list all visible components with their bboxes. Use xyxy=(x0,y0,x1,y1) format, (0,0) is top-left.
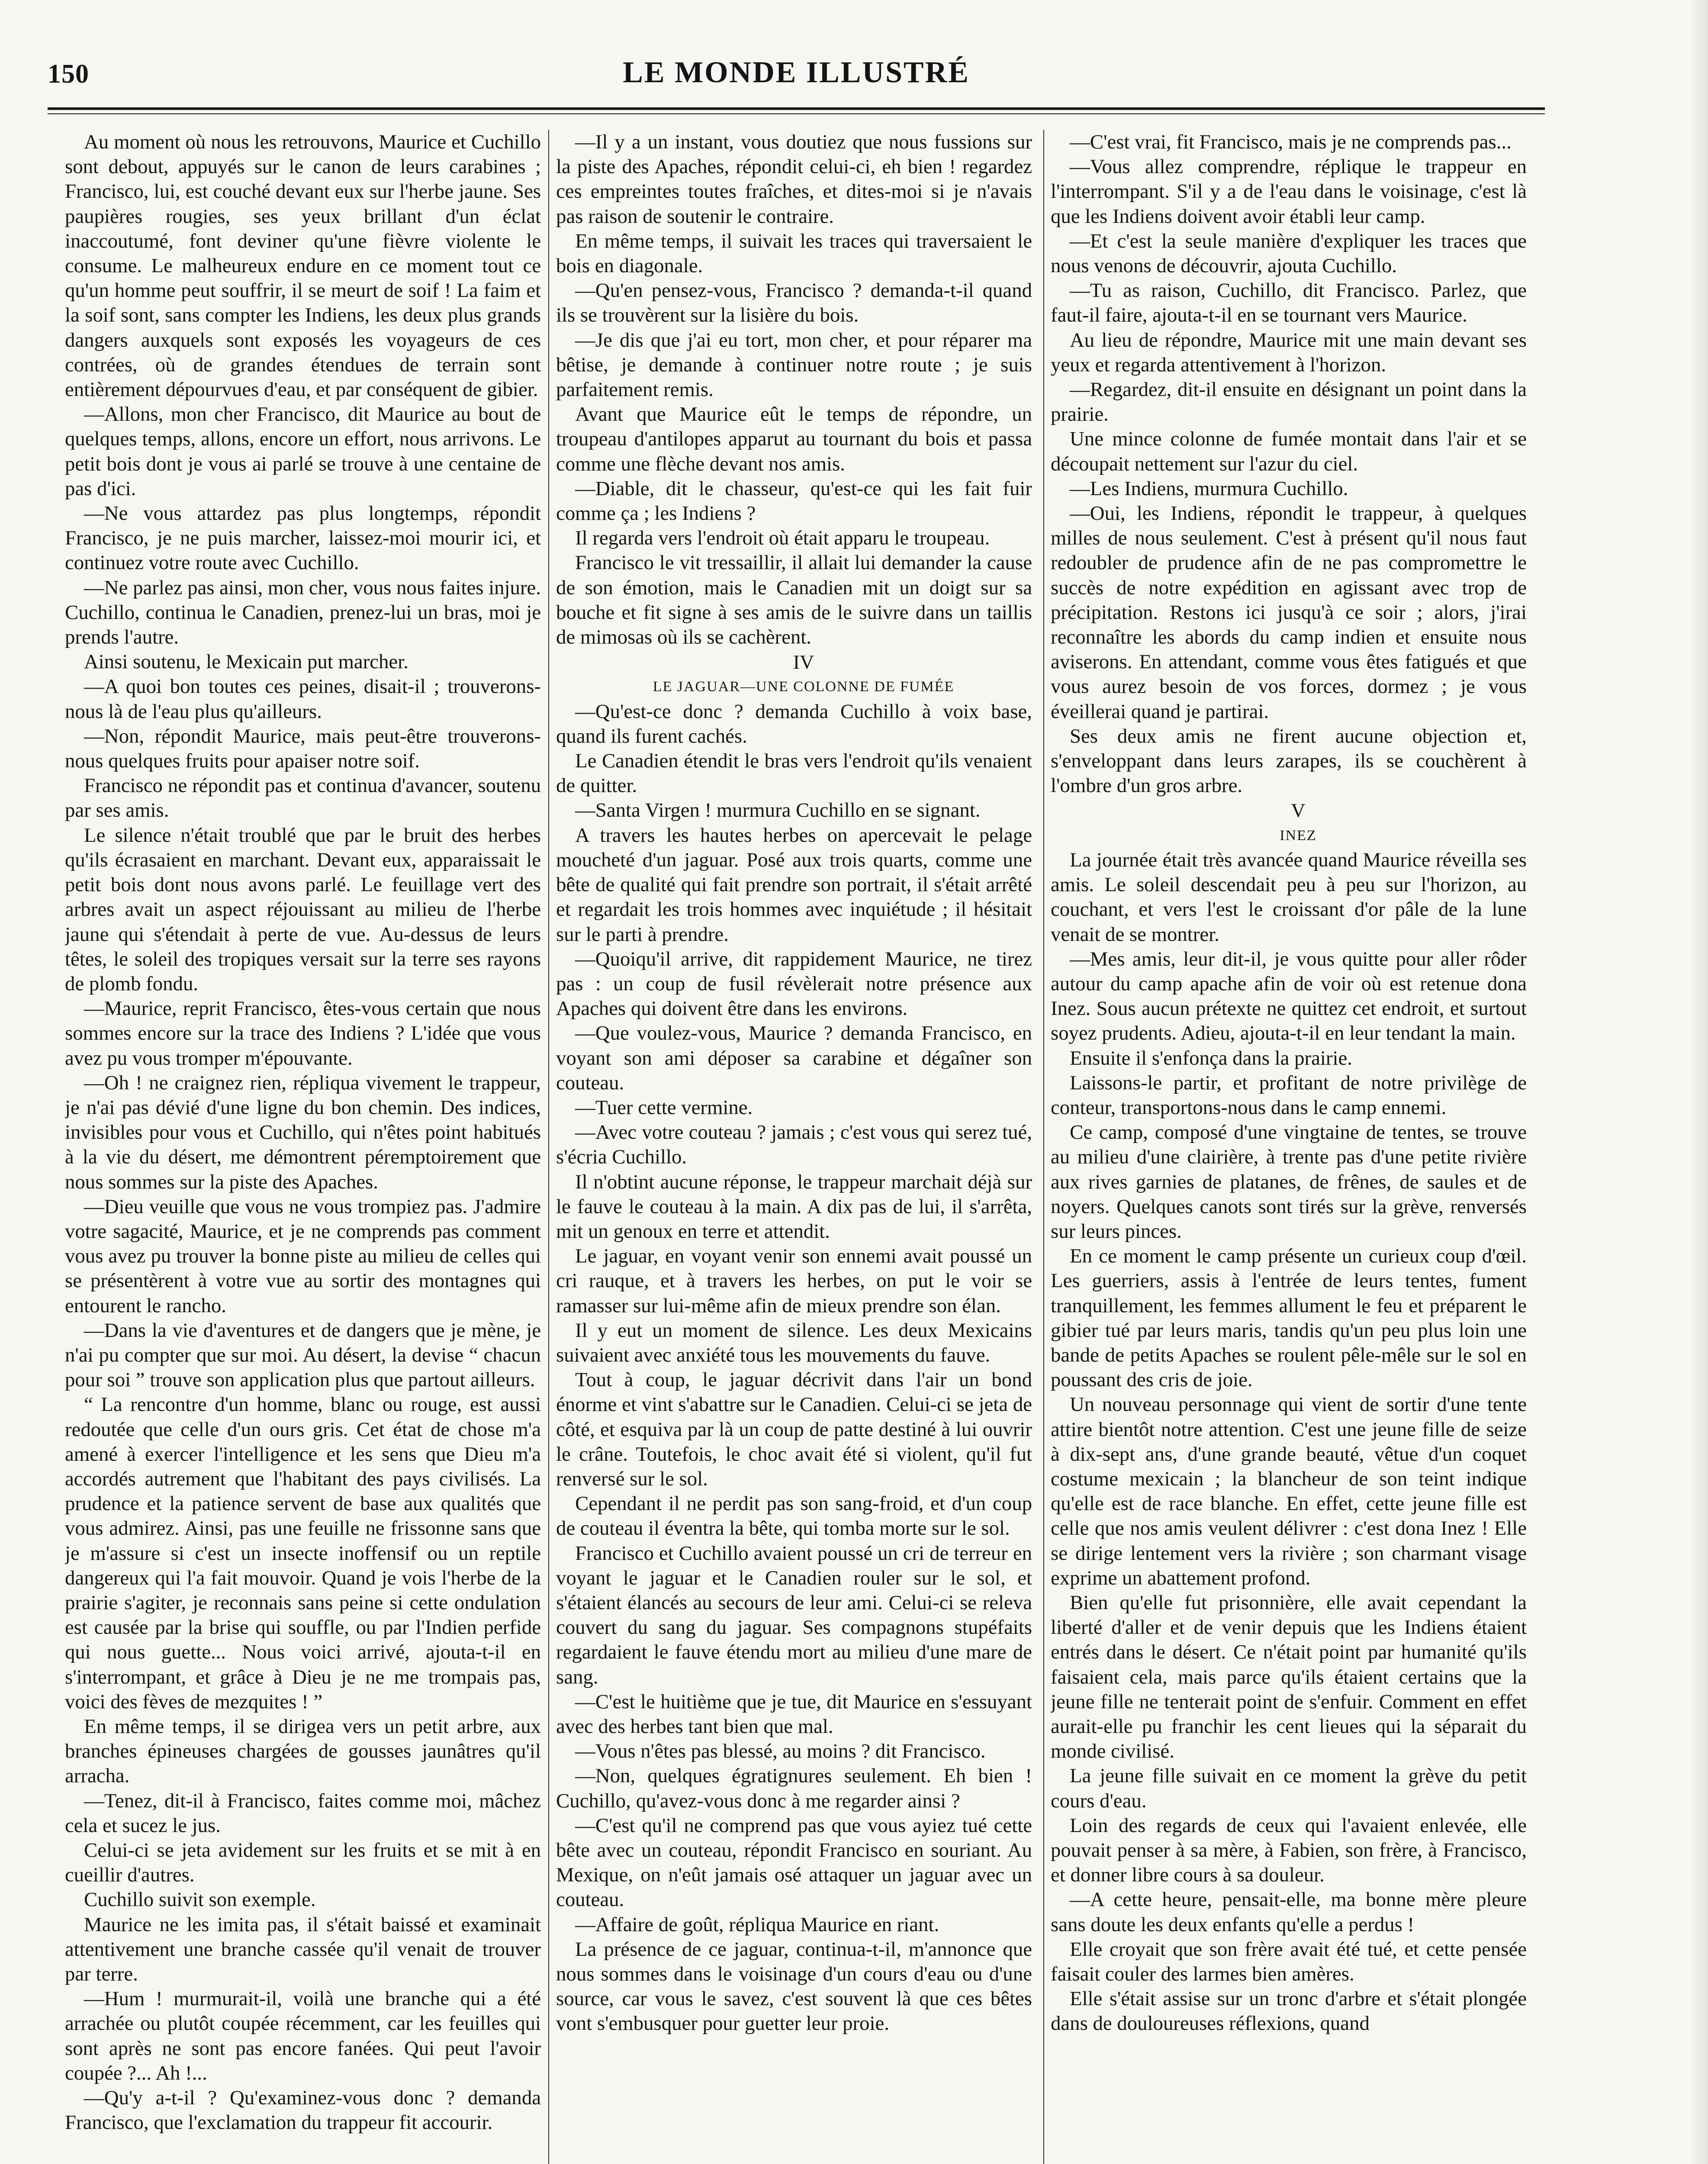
paragraph: Avant que Maurice eût le temps de répondre, un troupeau d'antilopes apparut au tournant du bois et passa comme une flèche devant nos amis. xyxy=(556,403,1032,475)
paragraph: —Mes amis, leur dit-il, je vous quitte pour aller rôder autour du camp apache afin de voir où est retenue dona Inez. Sous aucun prétexte ne quittez cet endroit, et surtout soyez prudents. Adieu, ajouta-t-il en leur tendant la main. xyxy=(1051,947,1527,1045)
paragraph: —Maurice, reprit Francisco, êtes-vous certain que nous sommes encore sur la trace des Indiens ? L'idée que vous avez pu vous tromper m'épouvante. xyxy=(65,997,541,1069)
paragraph: —Diable, dit le chasseur, qu'est-ce qui les fait fuir comme ça ; les Indiens ? xyxy=(556,477,1032,525)
column-divider xyxy=(1043,130,1044,2164)
page-header xyxy=(48,51,1545,99)
paragraph: —Tenez, dit-il à Francisco, faites comme moi, mâchez cela et sucez le jus. xyxy=(65,1789,541,1837)
paragraph: —Santa Virgen ! murmura Cuchillo en se signant. xyxy=(575,799,981,822)
paragraph: La journée était très avancée quand Maurice réveilla ses amis. Le soleil descendait peu à peu sur l'horizon, au couchant, et vers l'est le croissant d'or pâle de la lune venait de se montrer. xyxy=(1051,848,1527,946)
paragraph: Au lieu de répondre, Maurice mit une main devant ses yeux et regarda attentivement à l'horizon. xyxy=(1051,328,1527,376)
page-number: 150 xyxy=(48,59,89,89)
header-rule-thin xyxy=(48,113,1545,114)
paragraph: —Allons, mon cher Francisco, dit Maurice au bout de quelques temps, allons, encore un effort, nous arrivons. Le petit bois dont je vous ai parlé se trouve à une centaine de pas d'ici. xyxy=(65,403,541,500)
paragraph: Bien qu'elle fut prisonnière, elle avait cependant la liberté d'aller et de venir depuis que les Indiens étaient entrés dans le désert. Ce n'était point par humanité qu'ils faisaient cela, mais parce qu'ils étaient certains que la jeune fille ne tenterait point de s'enfuir. Comment en effet aurait-elle pu franchir les cent lieues qui la séparait du monde civilisé. xyxy=(1051,1591,1527,1763)
paragraph: Ce camp, composé d'une vingtaine de tentes, se trouve au milieu d'une clairière, à trente pas d'une petite rivière aux rives garnies de platanes, de frênes, de saules et de noyers. Quelques canots sont tirés sur la grève, renversés sur leurs pinces. xyxy=(1051,1121,1527,1243)
page-edge-shadow xyxy=(1689,0,1708,2164)
paragraph: Maurice ne les imita pas, il s'était baissé et examinait attentivement une branche cassée qu'il venait de trouver par terre. xyxy=(65,1913,541,1986)
paragraph: En même temps, il se dirigea vers un petit arbre, aux branches épineuses chargées de gousses jaunâtres qu'il arracha. xyxy=(65,1715,541,1787)
paragraph: —Hum ! murmurait-il, voilà une branche qui a été arrachée ou plutôt coupée récemment, car les feuilles qui sont après ne sont pas encore fanées. Qui peut l'avoir coupée ?... Ah !... xyxy=(65,1987,541,2084)
paragraph: —Qu'en pensez-vous, Francisco ? demanda-t-il quand ils se trouvèrent sur la lisière du bois. xyxy=(556,279,1032,327)
paragraph: —Affaire de goût, répliqua Maurice en riant. xyxy=(575,1913,939,1936)
paragraph: —Que voulez-vous, Maurice ? demanda Francisco, en voyant son ami déposer sa carabine et dégaîner son couteau. xyxy=(556,1022,1032,1094)
column-1 xyxy=(65,130,541,2164)
paragraph: Elle croyait que son frère avait été tué, et cette pensée faisait couler des larmes bien amères. xyxy=(1051,1938,1527,1986)
header-rule xyxy=(48,107,1545,110)
paragraph: —Qu'y a-t-il ? Qu'examinez-vous donc ? demanda Francisco, que l'exclamation du trappeur fit accourir. xyxy=(65,2087,541,2134)
column-divider xyxy=(548,130,549,2164)
paragraph: —Regardez, dit-il ensuite en désignant un point dans la prairie. xyxy=(1051,378,1527,426)
paragraph: —Vous allez comprendre, réplique le trappeur en l'interrompant. S'il y a de l'eau dans le voisinage, c'est là que les Indiens doivent avoir établi leur camp. xyxy=(1051,155,1527,228)
paragraph: La présence de ce jaguar, continua-t-il, m'annonce que nous sommes dans le voisinage d'un cours d'eau ou d'une source, car vous le savez, c'est souvent là que ces bêtes vont s'embusquer pour guetter leur proie. xyxy=(556,1938,1032,2035)
paragraph: En ce moment le camp présente un curieux coup d'œil. Les guerriers, assis à l'entrée de leurs tentes, fument tranquillement, les femmes allument le feu et préparent le gibier tué par leurs maris, tandis qu'un peu plus loin une bande de petits Apaches se roulent pêle-mêle sur le sol en poussant des cris de joie. xyxy=(1051,1245,1527,1391)
paragraph: —A cette heure, pensait-elle, ma bonne mère pleure sans doute les deux enfants qu'elle a perdus ! xyxy=(1051,1888,1527,1936)
paragraph: —Dans la vie d'aventures et de dangers que je mène, je n'ai pu compter que sur moi. Au désert, la devise “ chacun pour soi ” trouve son application plus que partout ailleurs. xyxy=(65,1319,541,1391)
paragraph: Ses deux amis ne firent aucune objection et, s'enveloppant dans leurs zarapes, ils se couchèrent à l'ombre d'un gros arbre. xyxy=(1051,725,1527,797)
paragraph: —Oui, les Indiens, répondit le trappeur, à quelques milles de nous seulement. C'est à présent qu'il nous faut redoubler de prudence afin de ne pas compromettre le succès de notre expédition en agissant avec trop de précipitation. Restons ici jusqu'à ce soir ; alors, j'irai reconnaître les abords du camp indien et ensuite nous aviserons. En attendant, comme vous êtes fatigués et que vous aurez besoin de vos forces, dormez ; je vous éveillerai quand je partirai. xyxy=(1051,502,1527,723)
paragraph: Le Canadien étendit le bras vers l'endroit qu'ils venaient de quitter. xyxy=(556,750,1032,797)
paragraph: Au moment où nous les retrouvons, Maurice et Cuchillo sont debout, appuyés sur le canon de leurs carabines ; Francisco, lui, est couché devant eux sur l'herbe jaune. Ses paupières rougies, ses yeux brillant d'un éclat inaccoutumé, font deviner qu'une fièvre violente le consume. Le malheureux endure en ce moment tout ce qu'un homme peut souffrir, il se meurt de soif ! La faim et la soif sont, sans compter les Indiens, les deux plus grands dangers auxquels sont exposés les voyageurs de ces contrées, où de grandes étendues de terrain sont entièrement dépourvues d'eau, et par conséquent de gibier. xyxy=(65,131,541,401)
chapter-title: INEZ xyxy=(1280,827,1317,844)
paragraph: —C'est le huitième que je tue, dit Maurice en s'essuyant avec des herbes tant bien que mal. xyxy=(556,1690,1032,1738)
column-2 xyxy=(556,130,1032,2164)
paragraph: “ La rencontre d'un homme, blanc ou rouge, est aussi redoutée que celle d'un ours gris. Cet état de chose m'a amené à exercer l'intelligence et les sens que Dieu m'a accordés autrement que l'habitant des pays civilisés. La prudence et la patience servent de base aux qualités que vous admirez. Ainsi, pas une feuille ne frissonne sans que je m'assure si c'est un insecte inoffensif ou un reptile dangereux qui l'a fait mouvoir. Quand je vois l'herbe de la prairie s'agiter, je reconnais sans peine si cette ondulation est causée par la brise qui souffle, ou par l'Indien perfide qui nous guette... Nous voici arrivé, ajouta-t-il en s'interrompant, et grâce à Dieu je ne me trompais pas, voici des fèves de mezquites ! ” xyxy=(65,1393,541,1713)
paragraph: La jeune fille suivait en ce moment la grève du petit cours d'eau. xyxy=(1051,1765,1527,1812)
paragraph: —Tuer cette vermine. xyxy=(575,1096,753,1119)
chapter-number: V xyxy=(1291,799,1306,822)
paragraph: —Non, répondit Maurice, mais peut-être trouverons-nous quelques fruits pour apaiser notre soif. xyxy=(65,725,541,773)
paragraph: —Quoiqu'il arrive, dit rappidement Maurice, ne tirez pas : un coup de fusil révèlerait notre présence aux Apaches qui doivent être dans les environs. xyxy=(556,947,1032,1020)
journal-title: LE MONDE ILLUSTRÉ xyxy=(623,56,970,89)
paragraph: —Les Indiens, murmura Cuchillo. xyxy=(1070,477,1348,500)
paragraph: —C'est qu'il ne comprend pas que vous ayiez tué cette bête avec un couteau, répondit Francisco en souriant. Au Mexique, on n'eût jamais osé attaquer un jaguar avec un couteau. xyxy=(556,1814,1032,1911)
paragraph: Francisco ne répondit pas et continua d'avancer, soutenu par ses amis. xyxy=(65,774,541,822)
chapter-number: IV xyxy=(793,651,814,673)
paragraph: Francisco le vit tressaillir, il allait lui demander la cause de son émotion, mais le Canadien mit un doigt sur sa bouche et fit signe à ses amis de le suivre dans un taillis de mimosas où ils se cachèrent. xyxy=(556,551,1032,649)
paragraph: —Avec votre couteau ? jamais ; c'est vous qui serez tué, s'écria Cuchillo. xyxy=(556,1121,1032,1169)
paragraph: —Non, quelques égratignures seulement. Eh bien ! Cuchillo, qu'avez-vous donc à me regarder ainsi ? xyxy=(556,1765,1032,1812)
paragraph: —Ne parlez pas ainsi, mon cher, vous nous faites injure. Cuchillo, continua le Canadien, prenez-lui un bras, moi je prends l'autre. xyxy=(65,576,541,649)
paragraph: —A quoi bon toutes ces peines, disait-il ; trouverons-nous là de l'eau plus qu'ailleurs. xyxy=(65,675,541,723)
paragraph: —Oh ! ne craignez rien, répliqua vivement le trappeur, je n'ai pas dévié d'une ligne du bon chemin. Des indices, invisibles pour vous et Cuchillo, qui n'êtes point habitués à la vie du désert, me démontrent péremptoirement que nous sommes sur la piste des Apaches. xyxy=(65,1071,541,1193)
paragraph: —Et c'est la seule manière d'expliquer les traces que nous venons de découvrir, ajouta Cuchillo. xyxy=(1051,229,1527,277)
paragraph: —C'est vrai, fit Francisco, mais je ne comprends pas... xyxy=(1070,131,1512,153)
paragraph: Celui-ci se jeta avidement sur les fruits et se mit à en cueillir d'autres. xyxy=(65,1839,541,1887)
paragraph: Francisco et Cuchillo avaient poussé un cri de terreur en voyant le jaguar et le Canadien rouler sur le sol, et s'étaient élancés au secours de leur ami. Celui-ci se releva couvert du sang du jaguar. Ses compagnons stupéfaits regardaient le fauve étendu mort au milieu d'une mare de sang. xyxy=(556,1542,1032,1688)
paragraph: —Qu'est-ce donc ? demanda Cuchillo à voix base, quand ils furent cachés. xyxy=(556,700,1032,747)
paragraph: Une mince colonne de fumée montait dans l'air et se découpait nettement sur l'azur du ciel. xyxy=(1051,428,1527,475)
paragraph: Ensuite il s'enfonça dans la prairie. xyxy=(1070,1047,1352,1069)
paragraph: Laissons-le partir, et profitant de notre privilège de conteur, transportons-nous dans le camp ennemi. xyxy=(1051,1071,1527,1119)
paragraph: —Vous n'êtes pas blessé, au moins ? dit Francisco. xyxy=(575,1740,986,1763)
paragraph: Il y eut un moment de silence. Les deux Mexicains suivaient avec anxiété tous les mouvements du fauve. xyxy=(556,1319,1032,1366)
paragraph: Un nouveau personnage qui vient de sortir d'une tente attire bientôt notre attention. C'est une jeune fille de seize à dix-sept ans, d'une grande beauté, vêtue d'un coquet costume mexicain ; la blancheur de son teint indique qu'elle est de race blanche. En effet, cette jeune fille est celle que nos amis veulent délivrer : c'est dona Inez ! Elle se dirige lentement vers la rivière ; son charmant visage exprime un abattement profond. xyxy=(1051,1393,1527,1589)
paragraph: Elle s'était assise sur un tronc d'arbre et s'était plongée dans de douloureuses réflexions, quand xyxy=(1051,1987,1527,2035)
paragraph: Il regarda vers l'endroit où était apparu le troupeau. xyxy=(575,527,990,550)
paragraph: —Il y a un instant, vous doutiez que nous fussions sur la piste des Apaches, répondit celui-ci, eh bien ! regardez ces empreintes toutes fraîches, et dites-moi si je n'avais pas raison de soutenir le contraire. xyxy=(556,131,1032,228)
paragraph: Ainsi soutenu, le Mexicain put marcher. xyxy=(84,650,409,673)
paragraph: —Ne vous attardez pas plus longtemps, répondit Francisco, je ne puis marcher, laissez-moi mourir ici, et continuez votre route avec Cuchillo. xyxy=(65,502,541,574)
paragraph: —Je dis que j'ai eu tort, mon cher, et pour réparer ma bêtise, je demande à continuer notre route ; je suis parfaitement remis. xyxy=(556,328,1032,401)
paragraph: En même temps, il suivait les traces qui traversaient le bois en diagonale. xyxy=(556,229,1032,277)
paragraph: Le silence n'était troublé que par le bruit des herbes qu'ils écrasaient en marchant. Devant eux, apparaissait le petit bois dont nous avons parlé. Le feuillage vert des arbres avait un aspect réjouissant au milieu de l'herbe jaune qui s'étendait à perte de vue. Au-dessus de leurs têtes, le soleil des tropiques versait sur la terre ses rayons de plomb fondu. xyxy=(65,824,541,995)
paragraph: Loin des regards de ceux qui l'avaient enlevée, elle pouvait penser à sa mère, à Fabien, son frère, à Francisco, et donner libre cours à sa douleur. xyxy=(1051,1814,1527,1887)
chapter-title: LE JAGUAR—UNE COLONNE DE FUMÉE xyxy=(653,679,955,695)
column-3 xyxy=(1051,130,1527,2164)
paragraph: —Dieu veuille que vous ne vous trompiez pas. J'admire votre sagacité, Maurice, et je ne comprends pas comment vous avez pu trouver la bonne piste au milieu de celles qui se présentèrent à votre vue au sortir des montagnes qui entourent le rancho. xyxy=(65,1195,541,1317)
paragraph: Le jaguar, en voyant venir son ennemi avait poussé un cri rauque, et à travers les herbes, on put le voir se ramasser sur lui-même afin de mieux prendre son élan. xyxy=(556,1245,1032,1317)
paragraph: Cuchillo suivit son exemple. xyxy=(84,1888,316,1911)
paragraph: Il n'obtint aucune réponse, le trappeur marchait déjà sur le fauve le couteau à la main. A dix pas de lui, il s'arrêta, mit un genoux en terre et attendit. xyxy=(556,1170,1032,1243)
paragraph: A travers les hautes herbes on apercevait le pelage moucheté d'un jaguar. Posé aux trois quarts, comme une bête de qualité qui fait prendre son portrait, il s'était arrêté et regardait les trois hommes avec inquiétude ; il hésitait sur le parti à prendre. xyxy=(556,824,1032,946)
paragraph: Cependant il ne perdit pas son sang-froid, et d'un coup de couteau il éventra la bête, qui tomba morte sur le sol. xyxy=(556,1492,1032,1540)
paragraph: —Tu as raison, Cuchillo, dit Francisco. Parlez, que faut-il faire, ajouta-t-il en se tournant vers Maurice. xyxy=(1051,279,1527,327)
paragraph: Tout à coup, le jaguar décrivit dans l'air un bond énorme et vint s'abattre sur le Canadien. Celui-ci se jeta de côté, et esquiva par là un coup de patte destiné à lui ouvrir le crâne. Toutefois, le choc avait été si violent, qu'il fut renversé sur le sol. xyxy=(556,1369,1032,1490)
